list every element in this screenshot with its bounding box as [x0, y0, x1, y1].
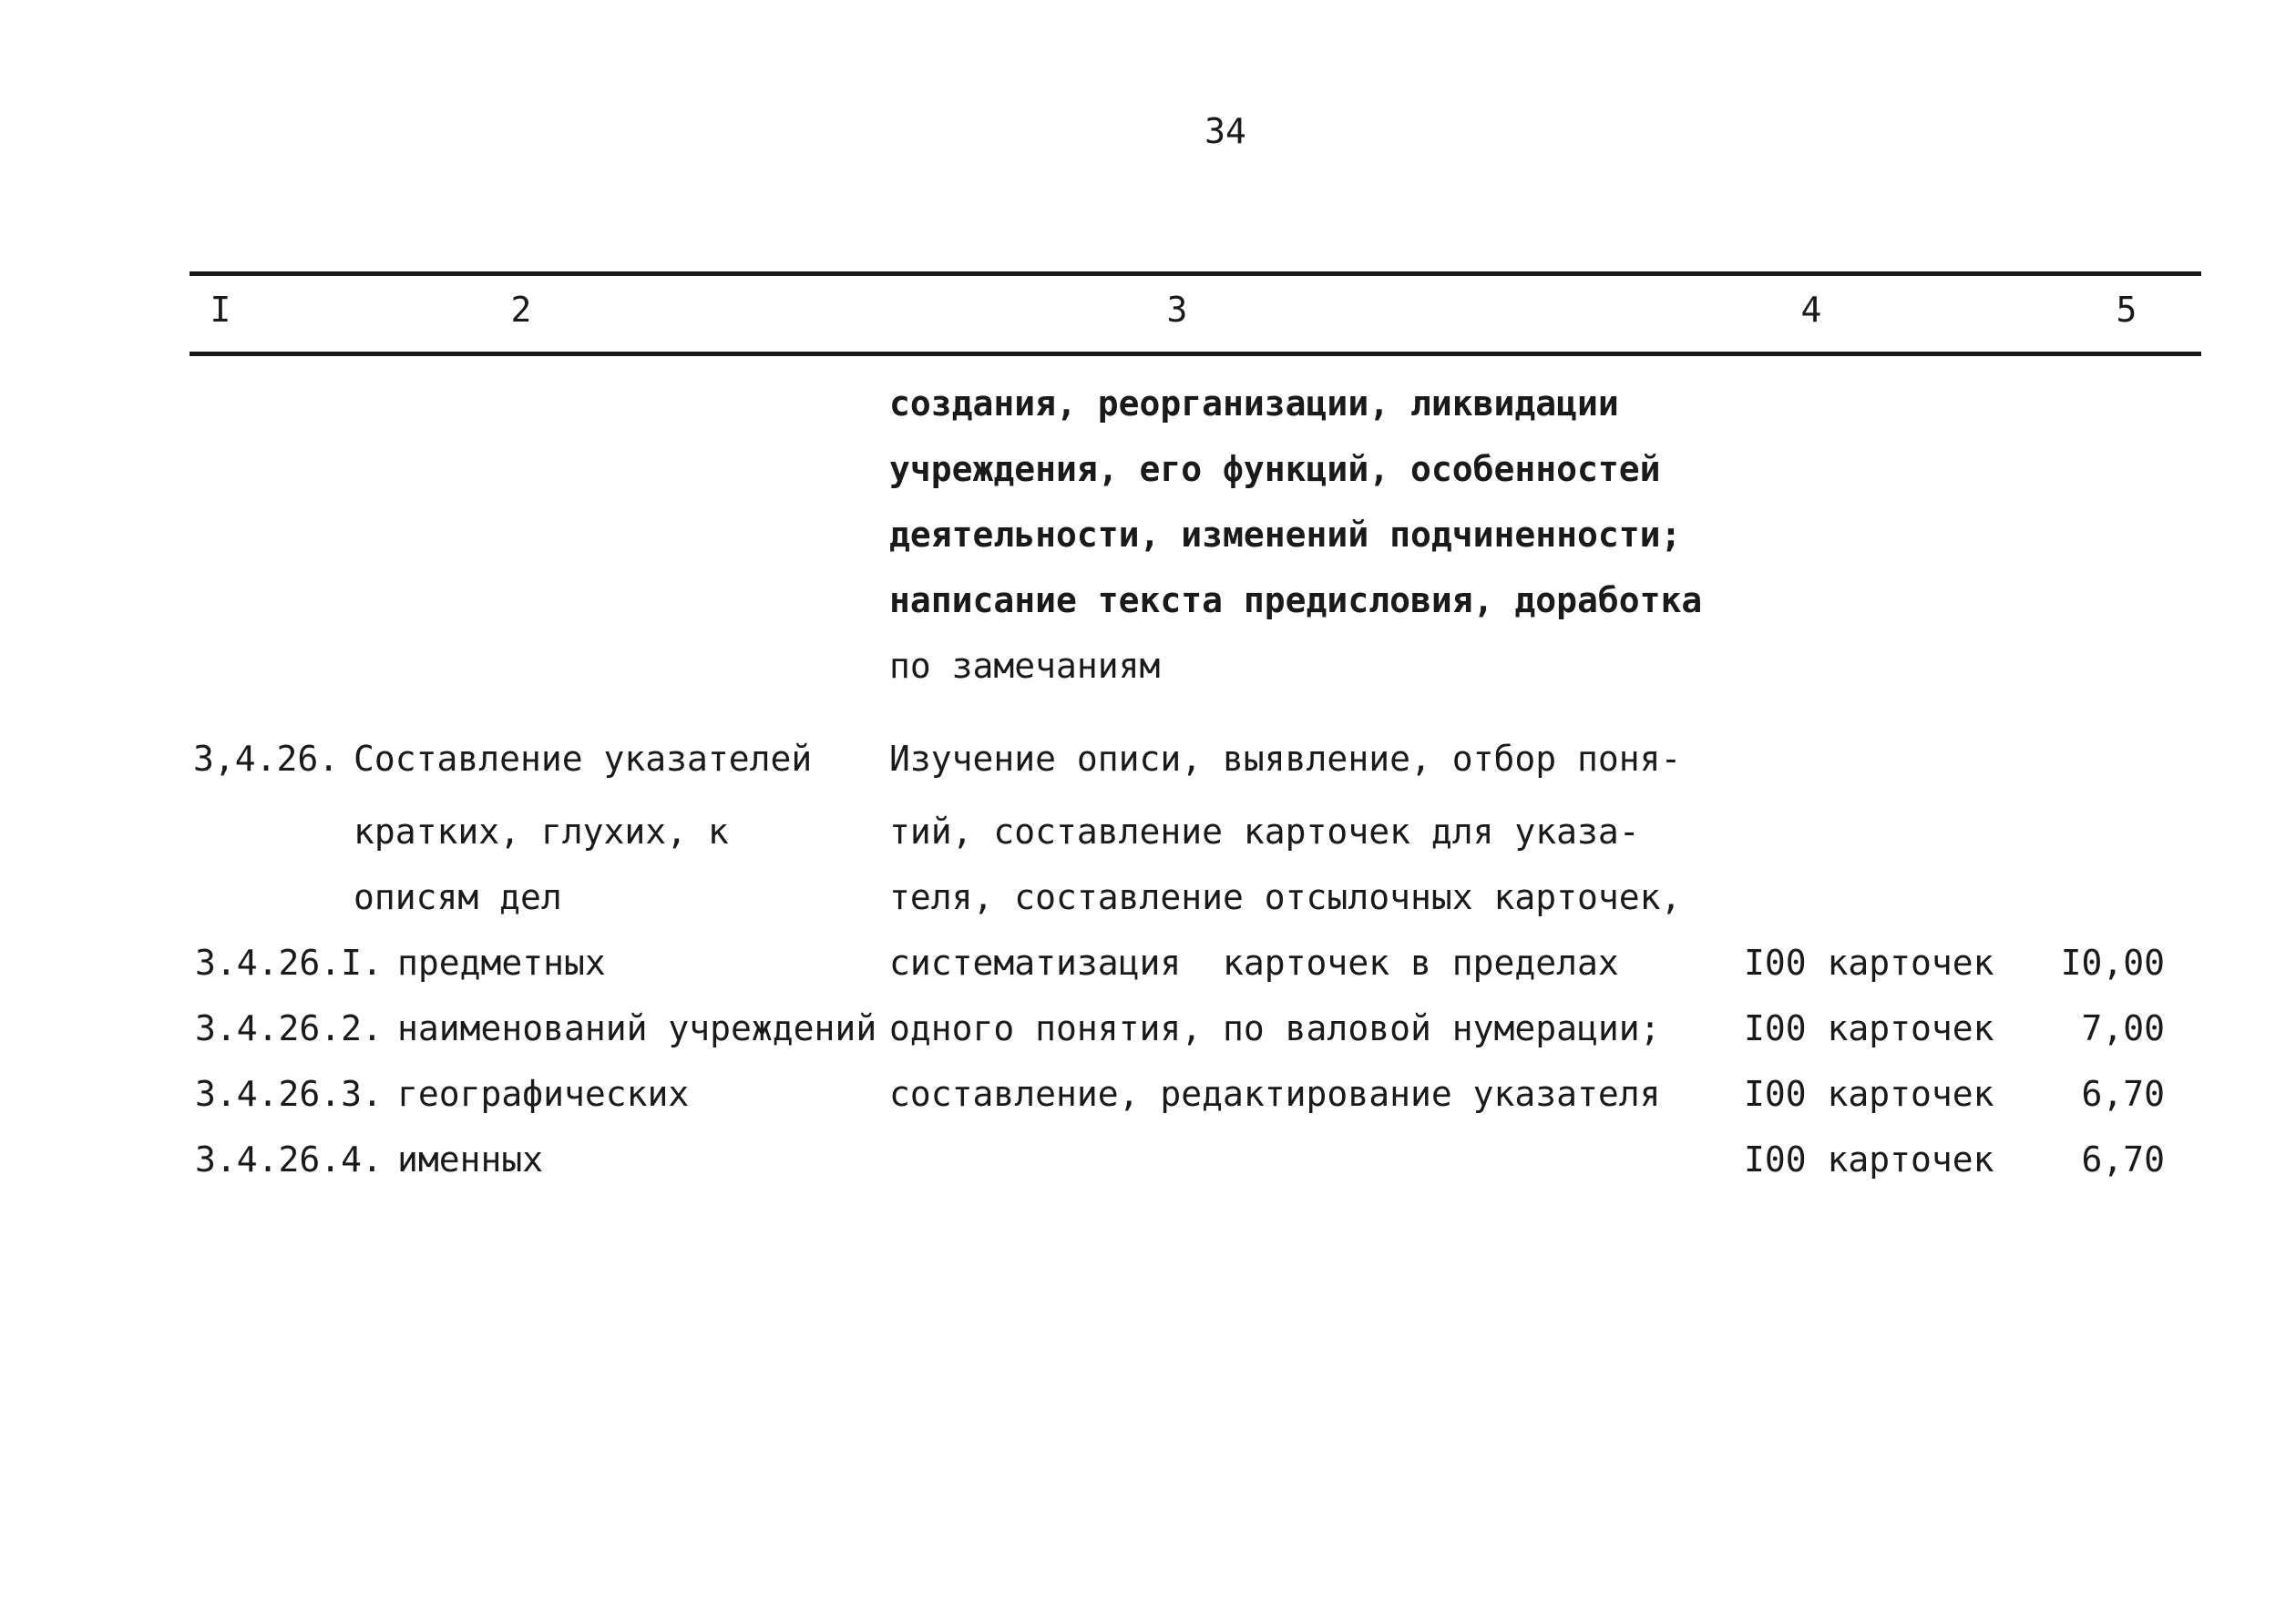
continuation-line: учреждения, его функций, особенностей	[889, 449, 1661, 489]
section-description-line: составление, редактирование указателя	[889, 1074, 1661, 1114]
table-top-rule	[190, 271, 2201, 276]
row-value: I0,00	[2060, 943, 2165, 983]
row-unit: I00 карточек	[1744, 1139, 1994, 1180]
row-unit: I00 карточек	[1744, 1074, 1994, 1114]
column-header-2: 2	[510, 290, 532, 330]
row-code: 3.4.26.I.	[195, 943, 383, 983]
section-code: 3,4.26.	[193, 739, 340, 779]
section-title-line: кратких, глухих, к	[354, 812, 729, 852]
row-value: 7,00	[2081, 1008, 2165, 1048]
section-description-line: Изучение описи, выявление, отбор поня-	[889, 739, 1682, 779]
section-description-line: одного понятия, по валовой нумерации;	[889, 1008, 1661, 1048]
column-header-1: I	[210, 290, 231, 330]
section-title-line: описям дел	[354, 877, 562, 917]
section-title-line: Составление указателей	[354, 739, 813, 779]
section-description-line: теля, составление отсылочных карточек,	[889, 877, 1682, 917]
continuation-line: создания, реорганизации, ликвидации	[889, 383, 1619, 424]
row-name: предметных	[397, 943, 606, 983]
row-code: 3.4.26.3.	[195, 1074, 383, 1114]
row-unit: I00 карточек	[1744, 1008, 1994, 1048]
row-value: 6,70	[2081, 1074, 2165, 1114]
section-description-line: систематизация карточек в пределах	[889, 943, 1619, 983]
row-name: наименований учреждений	[397, 1008, 877, 1048]
column-header-3: 3	[1166, 290, 1188, 330]
table-header-rule	[190, 352, 2201, 356]
column-header-4: 4	[1800, 290, 1822, 330]
page-number: 34	[1204, 111, 1246, 151]
row-code: 3.4.26.4.	[195, 1139, 383, 1180]
row-name: именных	[397, 1139, 544, 1180]
continuation-line: деятельности, изменений подчиненности;	[889, 515, 1682, 555]
continuation-line: по замечаниям	[889, 646, 1161, 686]
row-value: 6,70	[2081, 1139, 2165, 1180]
row-name: географических	[397, 1074, 690, 1114]
continuation-line: написание текста предисловия, доработка	[889, 580, 1703, 620]
column-header-5: 5	[2116, 290, 2137, 330]
row-unit: I00 карточек	[1744, 943, 1994, 983]
section-description-line: тий, составление карточек для указа-	[889, 812, 1640, 852]
row-code: 3.4.26.2.	[195, 1008, 383, 1048]
